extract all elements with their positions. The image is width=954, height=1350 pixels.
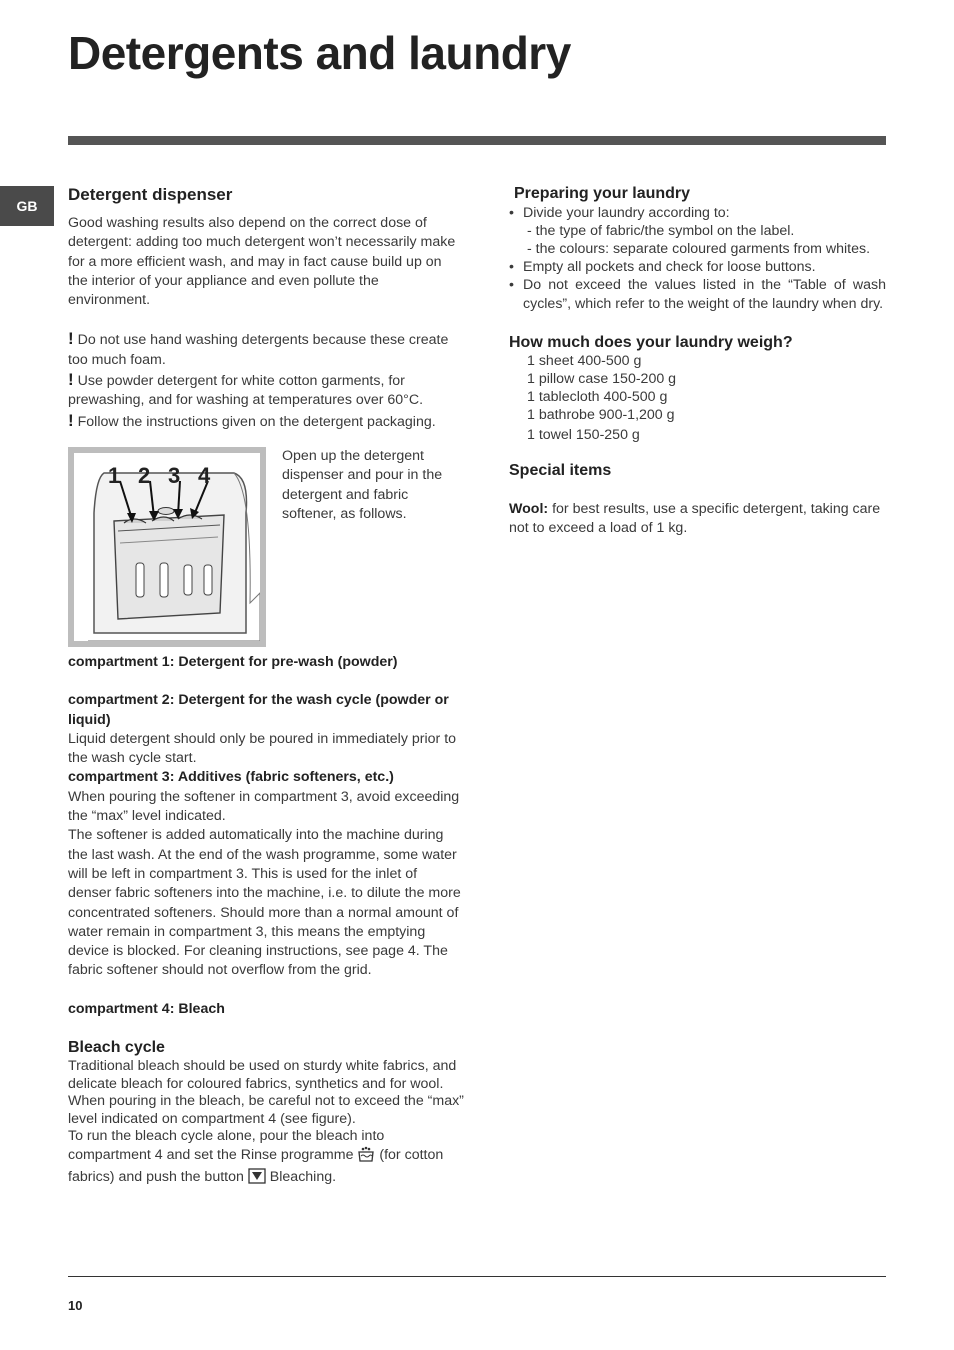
weight-item: 1 pillow case 150-200 g — [527, 371, 677, 387]
preparing-laundry-heading: Preparing your laundry — [514, 185, 691, 202]
bleach-text-2: To run the bleach cycle alone, pour the bleach into compartment 4 and set the Rinse programme (for cotton fabrics) and push the button Bleaching. — [68, 1128, 464, 1189]
dispenser-intro: Good washing results also depend on the correct dose of detergent: adding too much detergent won’t necessarily make for a more efficient wash, and may in fact cause build up on the interior of your appliance and even pollute the environment. — [68, 215, 456, 309]
warning-2: ! Use powder detergent for white cotton garments, for prewashing, and for washing at temperatures over 60°C. — [68, 370, 424, 409]
figure-label-4: 4 — [198, 462, 211, 488]
prep-sub-2: - the colours: separate coloured garments from whites. — [527, 241, 871, 257]
figure-label-1: 1 — [108, 462, 121, 488]
title-underline-bar — [68, 136, 886, 145]
compartment-1-label: compartment 1: Detergent for pre-wash (powder) — [68, 653, 398, 670]
prep-bullet-3: • Do not exceed the values listed in the “Table of wash cycles”, which refer to the weight of the laundry when dry. — [509, 276, 886, 314]
warning-mark: ! — [68, 370, 74, 390]
bleach-cycle-heading: Bleach cycle — [68, 1039, 165, 1057]
detergent-dispenser-figure — [68, 447, 266, 647]
weight-item: 1 bathrobe 900-1,200 g — [527, 407, 675, 423]
compartment-3-text-1: When pouring the softener in compartment 3, avoid exceeding the “max” level indicated. — [68, 788, 460, 825]
compartment-4-label: compartment 4: Bleach — [68, 1000, 225, 1017]
page-title: Detergents and laundry — [68, 27, 571, 79]
rinse-programme-icon — [357, 1146, 375, 1168]
right-column — [509, 184, 886, 539]
prep-sub-1: - the type of fabric/the symbol on the label. — [527, 223, 795, 239]
laundry-weight-heading: How much does your laundry weigh? — [509, 334, 793, 351]
weight-list — [509, 352, 886, 444]
compartment-3-text-2: The softener is added automatically into the machine during the last wash. At the end of the wash programme, some water will be left in compartment 3. This is used for the inlet of denser fabric softeners into the machine, i.e. to dilute the more concentrated softeners. Should more than a normal amount of water remain in compartment 3, this means the emptying device is blocked. For cleaning instructions, see page 4. The fabric softener should not overflow from the grid. — [68, 827, 461, 979]
figure-label-2: 2 — [138, 462, 151, 488]
prep-bullet-1: • Divide your laundry according to: — [509, 204, 886, 222]
page-number: 10 — [68, 1298, 83, 1313]
prep-bullet-2: • Empty all pockets and check for loose buttons. — [509, 258, 886, 276]
wool-label: Wool: — [509, 501, 549, 517]
warning-1: ! Do not use hand washing detergents because these create too much foam. — [68, 329, 449, 368]
compartment-2-label: compartment 2: Detergent for the wash cycle (powder or liquid) — [68, 692, 449, 728]
compartment-2-text: Liquid detergent should only be poured in immediately prior to the wash cycle start. — [68, 730, 457, 767]
compartment-3-label: compartment 3: Additives (fabric softeners, etc.) — [68, 769, 394, 786]
weight-item: 1 sheet 400-500 g — [527, 353, 642, 369]
left-column — [68, 184, 464, 1189]
warning-mark: ! — [68, 410, 74, 430]
language-tab: GB — [0, 186, 54, 226]
bleaching-button-icon — [248, 1168, 266, 1190]
figure-caption: Open up the detergent dispenser and pour in the detergent and fabric softener, as follows. — [282, 447, 443, 522]
figure-label-3: 3 — [168, 462, 181, 488]
detergent-dispenser-heading: Detergent dispenser — [68, 185, 233, 204]
warning-3: ! Follow the instructions given on the detergent packaging. — [68, 410, 436, 430]
wool-paragraph: Wool: for best results, use a specific detergent, taking care not to exceed a load of 1 kg. — [509, 501, 881, 537]
weight-item: 1 tablecloth 400-500 g — [527, 389, 668, 405]
warning-mark: ! — [68, 329, 74, 349]
weight-item: 1 towel 150-250 g — [527, 427, 640, 443]
special-items-heading: Special items — [509, 462, 612, 479]
bottom-rule — [68, 1276, 886, 1277]
bleach-text-1: Traditional bleach should be used on sturdy white fabrics, and delicate bleach for coloured fabrics, synthetics and for wool. When pouring in the bleach, be careful not to exceed the “max” level indicated on compartment 4 (see figure). — [68, 1058, 464, 1127]
